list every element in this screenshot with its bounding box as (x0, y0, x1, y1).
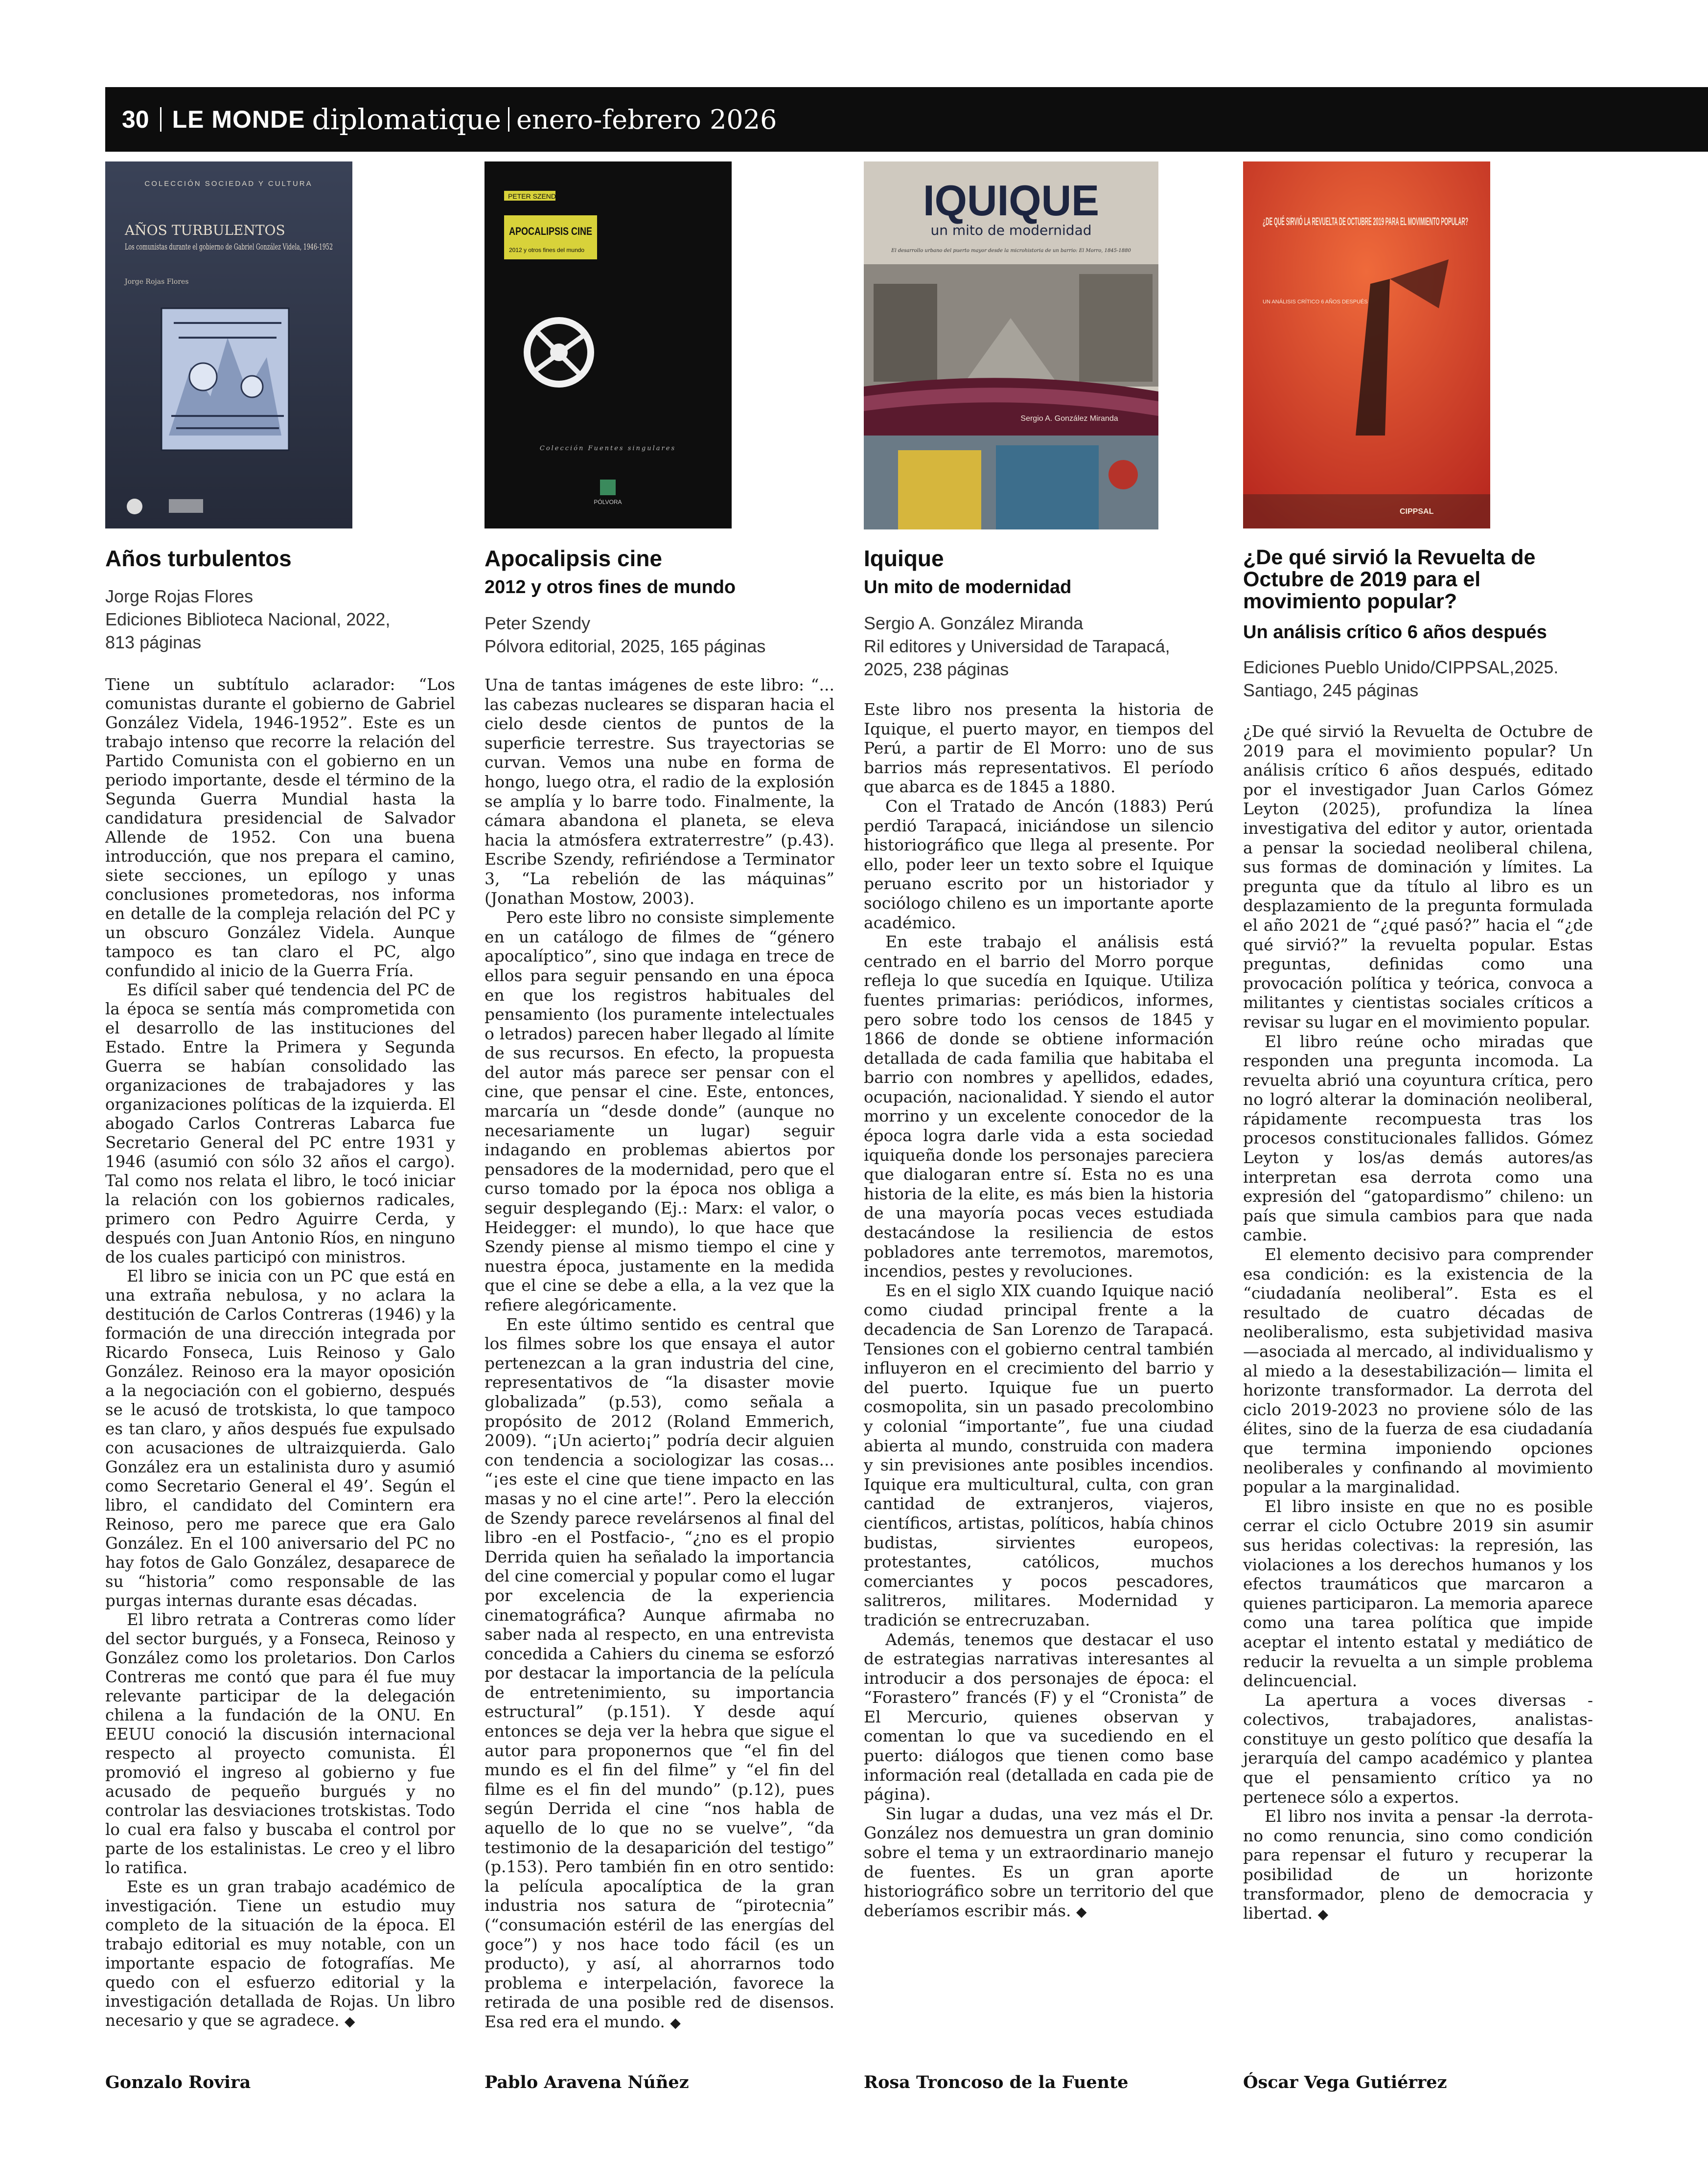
cover-subtitle: Los comunistas durante el gobierno de Gabriel González Videla, 1946-1952 (125, 242, 333, 252)
cover-author: Sergio A. González Miranda (1020, 414, 1118, 423)
brand-name: LE MONDE (172, 106, 305, 133)
review-body (485, 675, 834, 2033)
book-subtitle: 2012 y otros fines de mundo (485, 577, 736, 597)
brand-sub: diplomatique (312, 103, 502, 136)
book-author-line: Sergio A. González Miranda (864, 613, 1084, 633)
book-pages-line: Santiago, 245 páginas (1243, 680, 1419, 700)
paragraph: Es en el siglo XIX cuando Iquique nació como ciudad principal frente a la decadencia de San Lorenzo de Tarapacá. Tensiones con el gobierno central también influyeron en el crecimiento del barrio y del puerto. Iquique fue un puerto cosmopolita, sin un pasado precolombino y colonial “importante”, fue una ciudad abierta al mundo, construida con madera y sin previsiones ante posibles incendios. Iquique era multicultural, culta, con gran cantidad de extranjeros, viajeros, científicos, artistas, políticos, había chinos budistas, sirvientes europeos, protestantes, católicos, muchos comerciantes y pocos pescadores, salitreros, militares. Modernidad y tradición se entrecruzaban. (864, 1281, 1214, 1629)
reviewer-name: Pablo Aravena Núñez (485, 2072, 689, 2092)
reviewer-name: Óscar Vega Gutiérrez (1243, 2072, 1447, 2092)
paragraph: Sin lugar a dudas, una vez más el Dr. González nos demuestra un gran dominio sobre el tema y un extraordinario manejo de fuentes. Es un gran aporte historiográfico sobre un territorio del que deberíamos escribir más. (864, 1804, 1214, 1920)
cover-title: ¿DE QUÉ SIRVIÓ LA REVUELTA DE OCTUBRE 2019 PARA EL MOVIMIENTO POPULAR? (1263, 215, 1468, 228)
paragraph: En este trabajo el análisis está centrado en el barrio del Morro porque refleja lo que sucedía en Iquique. Utiliza fuentes primarias: periódicos, informes, pero sobre todo los censos de 1845 y 1866 de donde se obtiene información detallada de cada familia que habitaba el barrio con nombres y apellidos, edades, ocupación, nacionalidad. Y siendo el autor morrino y un excelente conocedor de la época logra darle vida a esta sociedad iquiqueña donde los personajes pareciera que dialogaran entre sí. Esta no es una historia de la elite, es más bien la historia de una mayoría pocas veces estudiada destacándose la resiliencia de estos pobladores ante terremotos, maremotos, incendios, pestes y revoluciones. (864, 932, 1214, 1281)
paragraph: ¿De qué sirvió la Revuelta de Octubre de 2019 para el movimiento popular? Un análisis crítico 6 años después, editado por el investigador Juan Carlos Gómez Leyton (2025), profundiza la línea investigativa del editor y autor, orientada a pensar la sociedad neoliberal chilena, sus formas de dominación y límites. La pregunta que da título al libro es un desplazamiento de la pregunta formulada el año 2021 de “¿qué pasó?” hacia el “¿de qué sirvió?” la revuelta popular. Estas preguntas, definidas como una provocación política y teórica, convoca a militantes y cientistas sociales críticos a revisar su lugar en el movimiento popular. (1243, 722, 1593, 1032)
book-publisher-line: Ediciones Biblioteca Nacional, 2022, (105, 609, 391, 629)
book-publisher-line: Ediciones Pueblo Unido/CIPPSAL,2025. (1243, 657, 1559, 677)
header-divider (160, 107, 162, 132)
book-subtitle: Un mito de modernidad (864, 577, 1072, 597)
paragraph: Este libro nos presenta la historia de Iquique, el puerto mayor, en tiempos del Perú, a partir de El Morro: uno de sus barrios más representativos. El período que abarca es de 1845 a 1880. (864, 700, 1214, 797)
book-cover-iquique (864, 161, 1158, 529)
end-mark-icon: ◆ (670, 2014, 681, 2031)
paragraph: Es difícil saber qué tendencia del PC de la época se sentía más comprometida con el desarrollo de las instituciones del Estado. Entre la Primera y Segunda Guerra se habían consolidado las organizaciones de trabajadores y las organizaciones políticas de la izquierda. El abogado Carlos Contreras Labarca fue Secretario General del PC entre 1931 y 1946 (asumió con sólo 32 años el cargo). Tal como nos relata el libro, le tocó iniciar la relación con los gobiernos radicales, primero con Pedro Aguirre Cerda, y después con Juan Antonio Ríos, en ninguno de los cuales participó con ministros. (105, 981, 455, 1266)
review-body (864, 700, 1214, 1921)
cover-publisher: CIPPSAL (1400, 507, 1434, 516)
paragraph: El libro nos invita a pensar -la derrota- no como renuncia, sino como condición para repensar el futuro y recuperar la posibilidad de un horizonte transformador, pleno de democracia y libertad. (1243, 1807, 1593, 1923)
cover-title: APOCALIPSIS CINE (509, 225, 592, 237)
book-pages-line: 813 páginas (105, 632, 202, 652)
book-title: Apocalipsis cine (485, 546, 663, 571)
paragraph: Este es un gran trabajo académico de investigación. Tiene un estudio muy completo de la situación de la época. El trabajo editorial es muy notable, con un importante espacio de fotografías. Me quedo con el esfuerzo editorial y la investigación detallada de Rojas. Un libro necesario y que se agradece. (105, 1878, 455, 2030)
cover-author: PETER SZENDY (508, 192, 561, 200)
review-body (1243, 722, 1593, 1924)
book-cover-revuelta (1243, 161, 1490, 528)
cover-illustration (524, 317, 594, 388)
book-cover-apocalipsis-cine (485, 161, 732, 528)
reviewer-name: Rosa Troncoso de la Fuente (864, 2072, 1129, 2092)
paragraph: Además, tenemos que destacar el uso de estrategias narrativas interesantes al introducir a dos personajes de época: el “Forastero” francés (F) y el “Cronista” de El Mercurio, quienes observan y comentan lo que va sucediendo en el puerto: diálogos que tienen como base información real (detallada en cada pie de página). (864, 1629, 1214, 1804)
paragraph: Tiene un subtítulo aclarador: “Los comunistas durante el gobierno de Gabriel González Videla, 1946-1952”. Este es un trabajo intenso que recorre la relación del Partido Comunista con el gobierno en un periodo importante, desde el término de la Segunda Guerra Mundial hasta la candidatura presidencial de Salvador Allende de 1952. Con una buena introducción, que nos prepara el camino, siete secciones, un epílogo y unas conclusiones prometedoras, nos informa en detalle de la compleja relación del PC y un obscuro González Videla. Aunque tampoco es tan claro el PC, algo confundido al inicio de la Guerra Fría. (105, 675, 455, 980)
cover-illustration (864, 264, 1158, 529)
end-mark-icon: ◆ (1076, 1903, 1087, 1920)
cover-illustration (162, 308, 289, 450)
cover-subtitle: UN ANÁLISIS CRÍTICO 6 AÑOS DESPUÉS (1263, 299, 1368, 305)
book-subtitle: Un análisis crítico 6 años después (1243, 622, 1547, 643)
book-cover-anos-turbulentos (105, 161, 352, 528)
reviewer-name: Gonzalo Rovira (105, 2072, 251, 2092)
book-publisher-line: Ril editores y Universidad de Tarapacá, (864, 636, 1170, 656)
review-body (105, 675, 455, 2031)
book-title: Años turbulentos (105, 546, 292, 571)
cover-subtitle: un mito de modernidad (930, 222, 1092, 238)
cover-publisher: PÓLVORA (594, 499, 622, 505)
book-author-line: Peter Szendy (485, 613, 591, 633)
book-meta (1243, 656, 1593, 702)
paragraph: La apertura a voces diversas -colectivos, trabajadores, analistas- constituye un gesto político que desafía la jerarquía del campo académico y plantea que el pensamiento crítico ya no pertenece sólo a expertos. (1243, 1690, 1593, 1807)
paragraph: Una de tantas imágenes de este libro: “... las cabezas nucleares se disparan hacia el cielo desde cientos de puntos de la superficie terrestre. Sus trayectorias se curvan. Vemos una nube en forma de hongo, luego otra, el radio de la explosión se amplía y lo barre todo. Finalmente, la cámara abandona el planeta, se eleva hacia la atmósfera extraterrestre” (p.43). Escribe Szendy, refiriéndose a Terminator 3, “La rebelión de las máquinas” (Jonathan Mostow, 2003). (485, 675, 834, 908)
page-number: 30 (122, 106, 149, 133)
book-meta (485, 612, 834, 658)
end-mark-icon: ◆ (1317, 1906, 1329, 1923)
paragraph: Pero este libro no consiste simplemente en un catálogo de filmes de “género apocalíptico”, sino que indaga en trece de ellos para seguir pensando en una época en que los registros habituales del pensamiento (los puramente intelectuales o letrados) parecen haber llegado al límite de sus recursos. En efecto, la propuesta del autor más parece ser pensar con el cine, que pensar el cine. Este, entonces, marcaría un “desde donde” (aunque no necesariamente un lugar) seguir indagando en problemas abiertos por pensadores de la modernidad, pero que el curso tomado por la época nos obliga a seguir desplegando (Ej.: Marx: el valor, o Heidegger: el mundo), lo que hace que Szendy piense al mismo tiempo el cine y nuestra época, justamente en la medida que el cine se debe a ella, a la vez que la refiere alegóricamente. (485, 908, 834, 1314)
paragraph: El libro reúne ocho miradas que responden una pregunta incomoda. La revuelta abrió una coyuntura crítica, pero no logró alterar la dominación neoliberal, rápidamente recompuesta tras los procesos constitucionales fallidos. Gómez Leyton y los/as demás autores/as interpretan esa derrota como una expresión del “gatopardismo” chileno: un país que simula cambios para que nada cambie. (1243, 1032, 1593, 1245)
header-divider (508, 107, 509, 132)
paragraph: El libro insiste en que no es posible cerrar el ciclo Octubre 2019 sin asumir sus heridas colectivas: la represión, las violaciones a los derechos humanos y los efectos traumáticos que marcaron a quienes participaron. La memoria aparece como una tarea política que impide aceptar el intento estatal y mediático de reducir la revuelta a un simple problema delincuencial. (1243, 1496, 1593, 1691)
cover-title: IQUIQUE (923, 176, 1099, 225)
paragraph: Con el Tratado de Ancón (1883) Perú perdió Tarapacá, iniciándose un silencio historiográfico que llega al presente. Por ello, poder leer un texto sobre el Iquique peruano escrito por un historiador y sociólogo chileno es un importante aporte académico. (864, 796, 1214, 932)
cover-description: El desarrollo urbano del puerto mayor desde la microhistoria de un barrio: El Morro, 1845-1880 (891, 248, 1131, 253)
paragraph: El libro retrata a Contreras como líder del sector burgués, y a Fonseca, Reinoso y González como los proletarios. Don Carlos Contreras me contó que para él fue muy relevante participar de la delegación chilena a la fundación de la ONU. En EEUU conoció la discusión internacional respecto al proyecto comunista. Él promovió el ingreso al gobierno y fue acusado de pequeño burgués y no controlar las desviaciones trotskistas. Todo lo cual era falso y buscaba el control por parte de los estalinistas. Le creo y el libro lo ratifica. (105, 1610, 455, 1877)
end-mark-icon: ◆ (344, 2013, 355, 2029)
book-meta (864, 612, 1214, 681)
cover-series: Colección Fuentes singulares (539, 445, 676, 452)
paragraph: El elemento decisivo para comprender esa condición: es la existencia de la “ciudadanía neoliberal”. Esta es el resultado de cuatro décadas de neoliberalismo, esta subjetividad masiva —asociada al mercado, al individualismo y al miedo a la desestabilización— limita el horizonte transformador. La derrota del ciclo 2019-2023 no proviene sólo de las élites, sino de la fuerza de esa ciudadanía que termina imponiendo opciones neoliberales y confinando al movimiento popular a la marginalidad. (1243, 1245, 1593, 1497)
cover-subtitle: 2012 y otros fines del mundo (509, 247, 585, 253)
book-author-line: Jorge Rojas Flores (105, 586, 254, 606)
cover-series: COLECCIÓN SOCIEDAD Y CULTURA (144, 180, 313, 188)
page-header (105, 87, 1708, 152)
book-pages-line: 2025, 238 páginas (864, 659, 1009, 679)
cover-author: Jorge Rojas Flores (125, 278, 189, 286)
cover-title: AÑOS TURBULENTOS (125, 222, 285, 238)
paragraph: El libro se inicia con un PC que está en una extraña nebulosa, y no aclara la destitución de Carlos Contreras (1946) y la formación de una dirección integrada por Ricardo Fonseca, Luis Reinoso y Galo González. Reinoso era la mayor oposición a la negociación con el gobierno, después se le acusó de trotskista, lo que tampoco es tan claro, y años después fue expulsado con acusaciones de ultraizquierda. Galo González era un estalinista duro y asumió como Secretario General el 49’. Según el libro, el candidato del Comintern era Reinoso, pero me parece que era Galo González. En el 100 aniversario del PC no hay fotos de Galo González, desaparece de su “historia” como responsable de las purgas internas durante esas décadas. (105, 1267, 455, 1610)
issue-date: enero-febrero 2026 (516, 104, 777, 135)
book-title: Iquique (864, 546, 944, 571)
book-meta (105, 585, 455, 654)
book-publisher-line: Pólvora editorial, 2025, 165 páginas (485, 636, 766, 656)
book-title: ¿De qué sirvió la Revuelta de Octubre de 2019 para el movimiento popular? (1243, 546, 1536, 613)
paragraph: En este último sentido es central que los filmes sobre los que ensaya el autor pertenezcan a la gran industria del cine, representativos de “la disaster movie globalizada” (p.53), como señala a propósito de 2012 (Roland Emmerich, 2009). “¡Un acierto¡” podría decir alguien con tendencia a sociologizar las cosas... “¡es este el cine que tiene impacto en las masas y no el cine arte!”. Pero la elección de Szendy parece revelársenos al final del libro -en el Postfacio-, “¿no es el propio Derrida quien ha señalado la importancia del cine comercial y popular como el lugar por excelencia de la experiencia cinematográfica? Aunque afirmaba no saber nada al respecto, en una entrevista concedida a Cahiers du cinema se esforzó por destacar la importancia de la película de entretenimiento, su importancia estructural” (p.151). Y desde aquí entonces se deja ver la hebra que sigue el autor para proponernos que “el fin del mundo es el fin del filme” y “el fin del filme es el fin del mundo” (p.12), pues según Derrida el cine “nos habla de aquello de lo que no se vuelve”, “da testimonio de la desaparición del testigo” (p.153). Pero también fin en otro sentido: la película apocalíptica de la gran industria nos satura de “pirotecnia” (“consumación estéril de las energías del goce”) y nos hace todo fácil (es un producto), y así, al ahorrarnos todo problema e interpelación, favorece la retirada de una posible red de disensos. Esa red era el mundo. (485, 1314, 834, 2031)
